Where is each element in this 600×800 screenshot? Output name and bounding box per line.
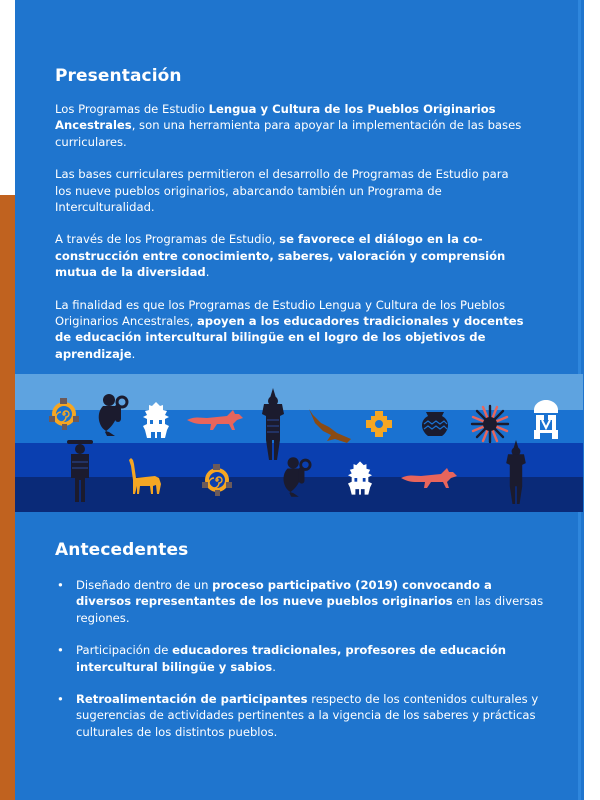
fox-icon: [187, 410, 243, 432]
white-totem-icon: [143, 402, 169, 438]
presentacion-paragraph-2: [55, 166, 525, 215]
text: A través de los Programas de Estudio,: [55, 232, 280, 247]
spiral-wheel-icon: [200, 462, 234, 496]
white-totem-icon: [348, 460, 372, 496]
antecedentes-title: Antecedentes: [55, 540, 189, 560]
text: , son una herramienta para apoyar la implementación de las bases curriculares.: [55, 118, 522, 149]
orange-side-bar: [0, 195, 15, 800]
text: respecto de los contenidos culturales y sugerencias de actividades pertinentes a la vigencia de los saberes y prácticas culturales de los distintos pueblos.: [76, 692, 539, 739]
text: La finalidad es que los Programas de Estudio Lengua y Cultura de los Pueblos Originarios Ancestrales,: [55, 297, 506, 329]
text: .: [131, 346, 136, 361]
bullet-icon: •: [57, 692, 64, 707]
presentacion-paragraph-1: [55, 101, 525, 150]
presentacion-section: [55, 66, 525, 362]
presentacion-title: Presentación: [55, 66, 182, 86]
crouching-figure-icon: [95, 392, 129, 438]
standing-figure-icon: [503, 440, 529, 504]
bullet-icon: •: [57, 643, 64, 658]
text: Los Programas de Estudio: [55, 102, 209, 116]
white-altar-icon: [532, 400, 560, 442]
chakana-flower-icon: [366, 411, 392, 437]
text: .: [272, 659, 276, 674]
crouching-figure-icon: [280, 454, 312, 500]
bold-text: Retroalimentación de participantes: [76, 692, 308, 707]
fox-icon: [401, 468, 457, 490]
bold-text: apoyen a los educadores tradicionales y docentes de educación intercultural bilingüe en el logro de los objetivos de aprendizaje: [55, 314, 524, 361]
condor-icon: [307, 409, 353, 445]
sun-icon: [470, 404, 510, 444]
standing-figure-icon: [260, 388, 286, 460]
llama-icon: [127, 458, 163, 494]
presentacion-paragraph-3: [55, 231, 525, 280]
text: Participación de: [76, 643, 173, 658]
text: en las diversas regiones.: [76, 594, 544, 625]
text: Diseñado dentro de un: [76, 578, 213, 592]
antecedentes-list: [55, 577, 545, 740]
bold-text: Lengua y Cultura de los Pueblos Originarios Ancestrales: [55, 102, 496, 133]
presentacion-paragraph-4: [55, 297, 525, 363]
bullet-icon: •: [57, 578, 64, 592]
spiral-wheel-icon: [47, 396, 81, 430]
hatted-figure-icon: [67, 440, 93, 504]
bold-text: proceso participativo (2019) convocando a diversos representantes de los nueve pueblos originarios: [76, 578, 492, 609]
bold-text: educadores tradicionales, profesores de educación intercultural bilingüe y sabios: [76, 643, 507, 674]
text: Las bases curriculares permitieron el desarrollo de Programas de Estudio para los nueve pueblos originarios, abarcando también un Programa de Interculturalidad.: [55, 167, 509, 215]
list-item: [55, 642, 545, 675]
orange-tick-marks: [1, 195, 15, 209]
list-item: [55, 577, 545, 626]
antecedentes-section: [55, 540, 545, 756]
list-item: [55, 691, 545, 740]
bold-text: se favorece el diálogo en la co-construcción entre conocimiento, saberes, valoración y comprensión mutua de la diversidad: [55, 232, 506, 280]
indigenous-motifs-band: [15, 374, 583, 512]
text: .: [205, 265, 210, 280]
woven-pot-icon: [420, 412, 450, 438]
